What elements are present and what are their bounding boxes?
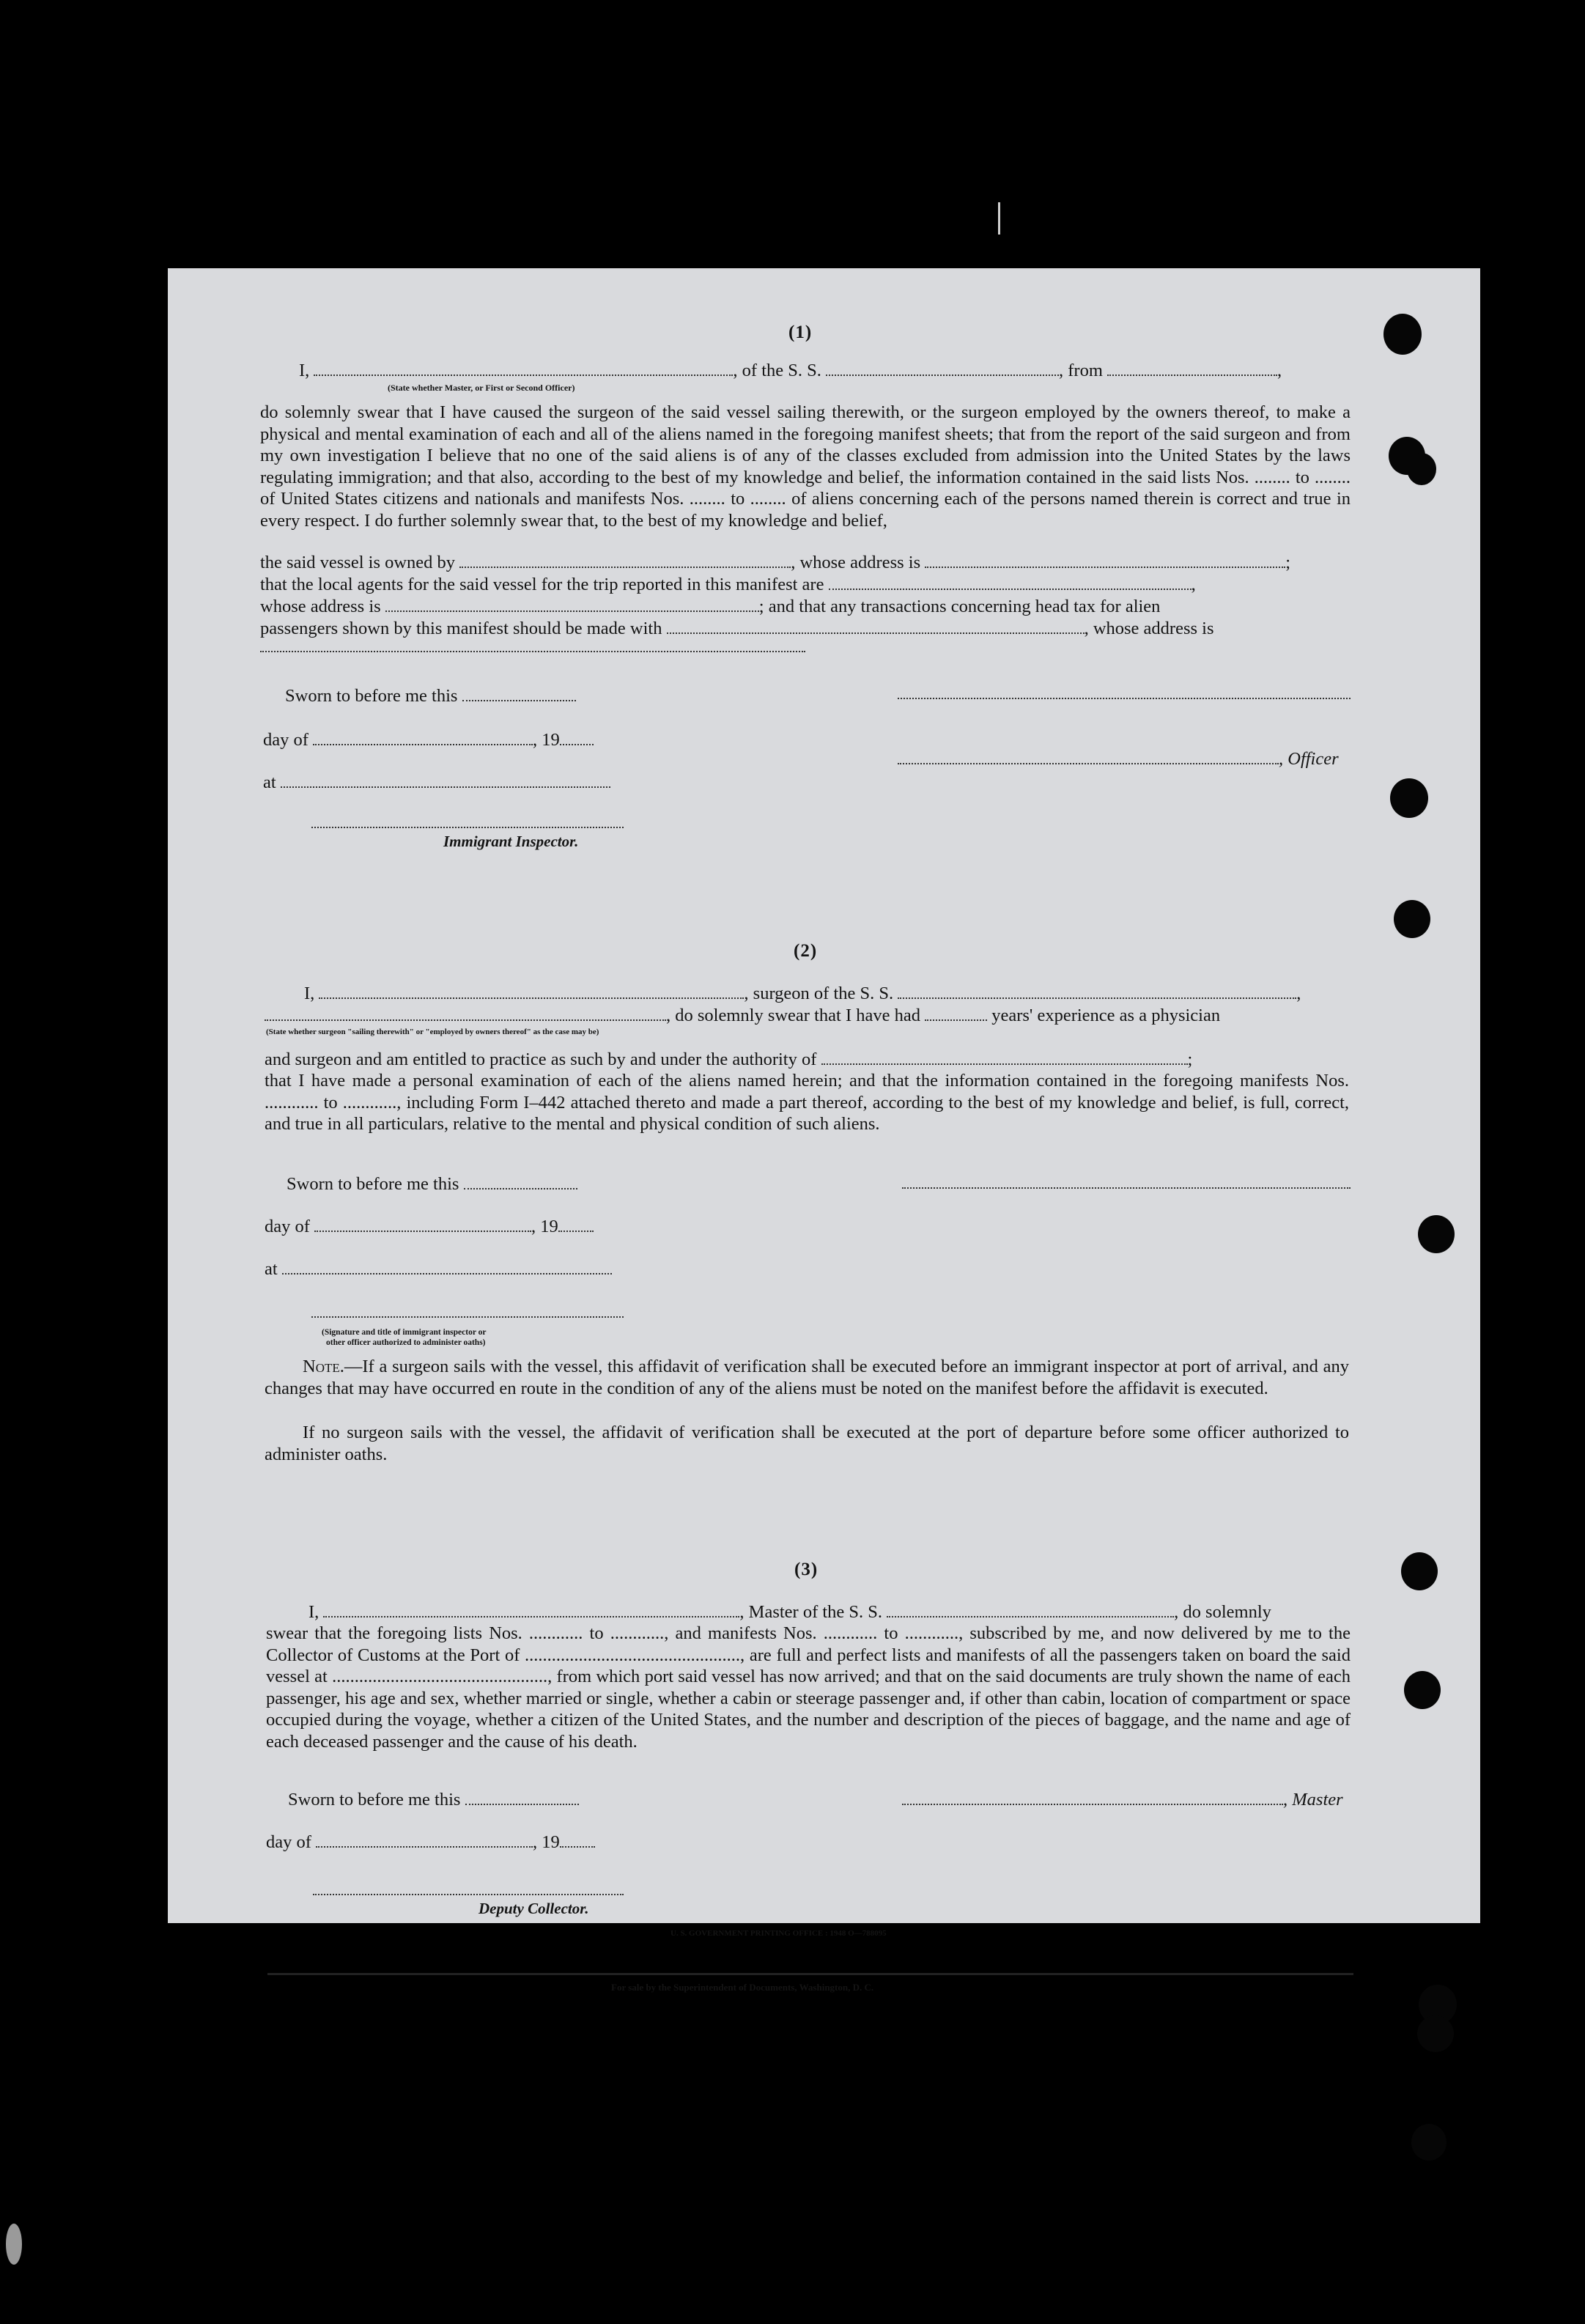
section-1-sworn-line: Sworn to before me this	[285, 686, 576, 707]
section-3-day-field[interactable]	[316, 1834, 533, 1848]
section-1-year-field[interactable]	[560, 732, 594, 745]
section-1-at-line: at	[263, 772, 610, 793]
surgeon-vessel-field[interactable]	[898, 986, 1296, 999]
deputy-collector-caption: Deputy Collector.	[479, 1900, 589, 1917]
section-1-officer-field[interactable]	[898, 751, 1279, 764]
section-2-day-line: day of , 19	[265, 1217, 594, 1237]
note-paragraph-2: If no surgeon sails with the vessel, the affidavit of verification shall be executed at the port of departure before some officer authorized to administer oaths.	[265, 1423, 1349, 1464]
master-vessel-field[interactable]	[887, 1604, 1174, 1617]
punch-hole-9	[1411, 2124, 1447, 2161]
section-2-signature-caption-2: other officer authorized to administer oaths)	[326, 1338, 486, 1347]
section-2-sworn-line: Sworn to before me this	[287, 1174, 577, 1195]
agents-address-field[interactable]	[385, 599, 759, 612]
owner-field[interactable]	[459, 555, 791, 568]
officer-title-field[interactable]	[314, 363, 733, 376]
section-3-year-field[interactable]	[560, 1834, 595, 1848]
section-1-sworn-date-field[interactable]	[462, 688, 576, 701]
master-name-field[interactable]	[323, 1604, 739, 1617]
section-2-day-field[interactable]	[314, 1219, 531, 1232]
section-2-oath-text: that I have made a personal examination of each of the aliens named herein; and that the information contained in the foregoing manifests Nos. ............ to ............, including Form I–442 attached thereto and made a part thereof, according to the best of my knowledge and belief, is full, correct, and true in all particulars, relative to the mental and physical condition of such aliens.	[265, 1071, 1349, 1134]
immigrant-inspector-caption: Immigrant Inspector.	[443, 833, 579, 850]
surgeon-signature-field[interactable]	[902, 1187, 1351, 1189]
section-3-sworn-line: Sworn to before me this	[288, 1790, 579, 1810]
scan-artifact	[6, 2224, 22, 2265]
section-1-line-1: I, , of the S. S. , from ,	[299, 361, 1282, 380]
scan-artifact-line	[998, 202, 1000, 235]
punch-hole-2b	[1407, 453, 1436, 485]
section-1-number: (1)	[788, 322, 813, 342]
section-2-inspector-signature-field[interactable]	[311, 1316, 624, 1318]
officer-title-caption: (State whether Master, or First or Second Officer)	[388, 383, 575, 393]
immigrant-inspector-signature-field[interactable]	[311, 827, 624, 828]
agents-field[interactable]	[829, 577, 1191, 590]
section-1-oath-text: do solemnly swear that I have caused the surgeon of the said vessel sailing therewith, or the surgeon employed by the owners thereof, to make a physical and mental examination of each and all of the aliens named in the foregoing manifest sheets; that from the report of the said surgeon and from my own investigation I believe that no one of the said aliens is of any of the classes excluded from admission into the United States by the laws regulating immigration; and that also, according to the best of my knowledge and belief, the information contained in the said lists Nos. ........ to ........ of United States citizens and nationals and manifests Nos. ........ to ........ of aliens concerning each of the persons named therein is correct and true in every respect. I do further solemnly swear that, to the best of my knowledge and belief,	[260, 402, 1351, 531]
section-2-sworn-date-field[interactable]	[464, 1176, 577, 1189]
note-label: Note.	[303, 1357, 344, 1376]
section-2-place-field[interactable]	[282, 1261, 612, 1274]
head-tax-line: passengers shown by this manifest should be made with , whose address is	[260, 619, 1214, 638]
authority-field[interactable]	[821, 1052, 1188, 1065]
owner-address-field[interactable]	[925, 555, 1285, 568]
section-2-line-1: I, , surgeon of the S. S. ,	[304, 984, 1301, 1003]
punch-hole-7	[1404, 1671, 1441, 1709]
footer-rule	[267, 1973, 1353, 1975]
section-1-day-field[interactable]	[313, 732, 533, 745]
section-2-line-2: , do solemnly swear that I have had years' experience as a physician	[265, 1006, 1220, 1026]
punch-hole-3	[1390, 778, 1428, 818]
section-3-sworn-date-field[interactable]	[465, 1792, 579, 1805]
authority-line: and surgeon and am entitled to practice as such by and under the authority of ;	[265, 1050, 1193, 1069]
head-tax-address-field[interactable]	[260, 651, 805, 652]
punch-hole-8b	[1417, 2015, 1454, 2052]
punch-hole-6	[1401, 1552, 1438, 1590]
section-2-year-field[interactable]	[558, 1219, 594, 1232]
punch-hole-4	[1394, 900, 1430, 938]
section-1-place-field[interactable]	[281, 775, 610, 788]
surgeon-name-field[interactable]	[319, 986, 744, 999]
head-tax-agent-field[interactable]	[667, 621, 1085, 634]
section-3-line-1: I, , Master of the S. S. , do solemnly	[308, 1602, 1271, 1622]
owner-line: the said vessel is owned by , whose address is ;	[260, 553, 1291, 572]
note-paragraph-1: Note.—If a surgeon sails with the vessel, this affidavit of verification shall be executed before an immigrant inspector at port of arrival, and any changes that may have occurred en route in the condition of any of the aliens must be noted on the manifest before the affidavit is executed.	[265, 1357, 1349, 1398]
master-signature-line: , Master	[902, 1790, 1343, 1810]
agents-address-line: whose address is ; and that any transactions concerning head tax for alien	[260, 597, 1161, 616]
document-page	[168, 268, 1480, 1993]
section-1-day-line: day of , 19	[263, 730, 594, 750]
agents-line: that the local agents for the said vessel for the trip reported in this manifest are ,	[260, 575, 1196, 594]
deputy-collector-signature-field[interactable]	[313, 1894, 624, 1895]
section-3-day-line: day of , 19	[266, 1832, 595, 1853]
section-2-at-line: at	[265, 1259, 612, 1280]
from-port-field[interactable]	[1107, 363, 1277, 376]
punch-hole-1	[1383, 314, 1422, 355]
surgeon-status-caption: (State whether surgeon "sailing therewith" or "employed by owners thereof" as the case may be)	[266, 1028, 599, 1036]
section-1-signature-field[interactable]	[898, 698, 1351, 699]
section-3-oath-text: swear that the foregoing lists Nos. ............ to ............, and manifests Nos. ............ to ............, subscribed by me, and now delivered by me to the Collector of Customs at the Port of ................................................, are full and perfect lists and manifests of all the passengers taken on board the said vessel at ................................................, from which port said vessel has now arrived; and that on the said documents are truly shown the name of each passenger, his age and sex, whether married or single, whether a cabin or steerage passenger and, if other than cabin, location of compartment or space occupied during the voyage, whether a citizen of the United States, and the number and description of the pieces of baggage, and the name and age of each deceased passenger and the cause of his death.	[266, 1623, 1351, 1752]
section-3-number: (3)	[794, 1560, 819, 1579]
section-1-officer-line: , Officer	[898, 749, 1339, 770]
master-signature-field[interactable]	[902, 1792, 1283, 1805]
section-2-number: (2)	[794, 941, 818, 961]
punch-hole-5	[1418, 1215, 1455, 1253]
years-experience-field[interactable]	[925, 1008, 987, 1021]
vessel-name-field[interactable]	[826, 363, 1059, 376]
section-2-signature-caption-1: (Signature and title of immigrant inspector or	[322, 1328, 487, 1337]
printing-office-imprint: U. S. GOVERNMENT PRINTING OFFICE : 1948 O—788095	[670, 1929, 887, 1938]
for-sale-notice: For sale by the Superintendent of Documents, Washington, D. C.	[611, 1982, 874, 1993]
surgeon-status-field[interactable]	[265, 1008, 666, 1021]
